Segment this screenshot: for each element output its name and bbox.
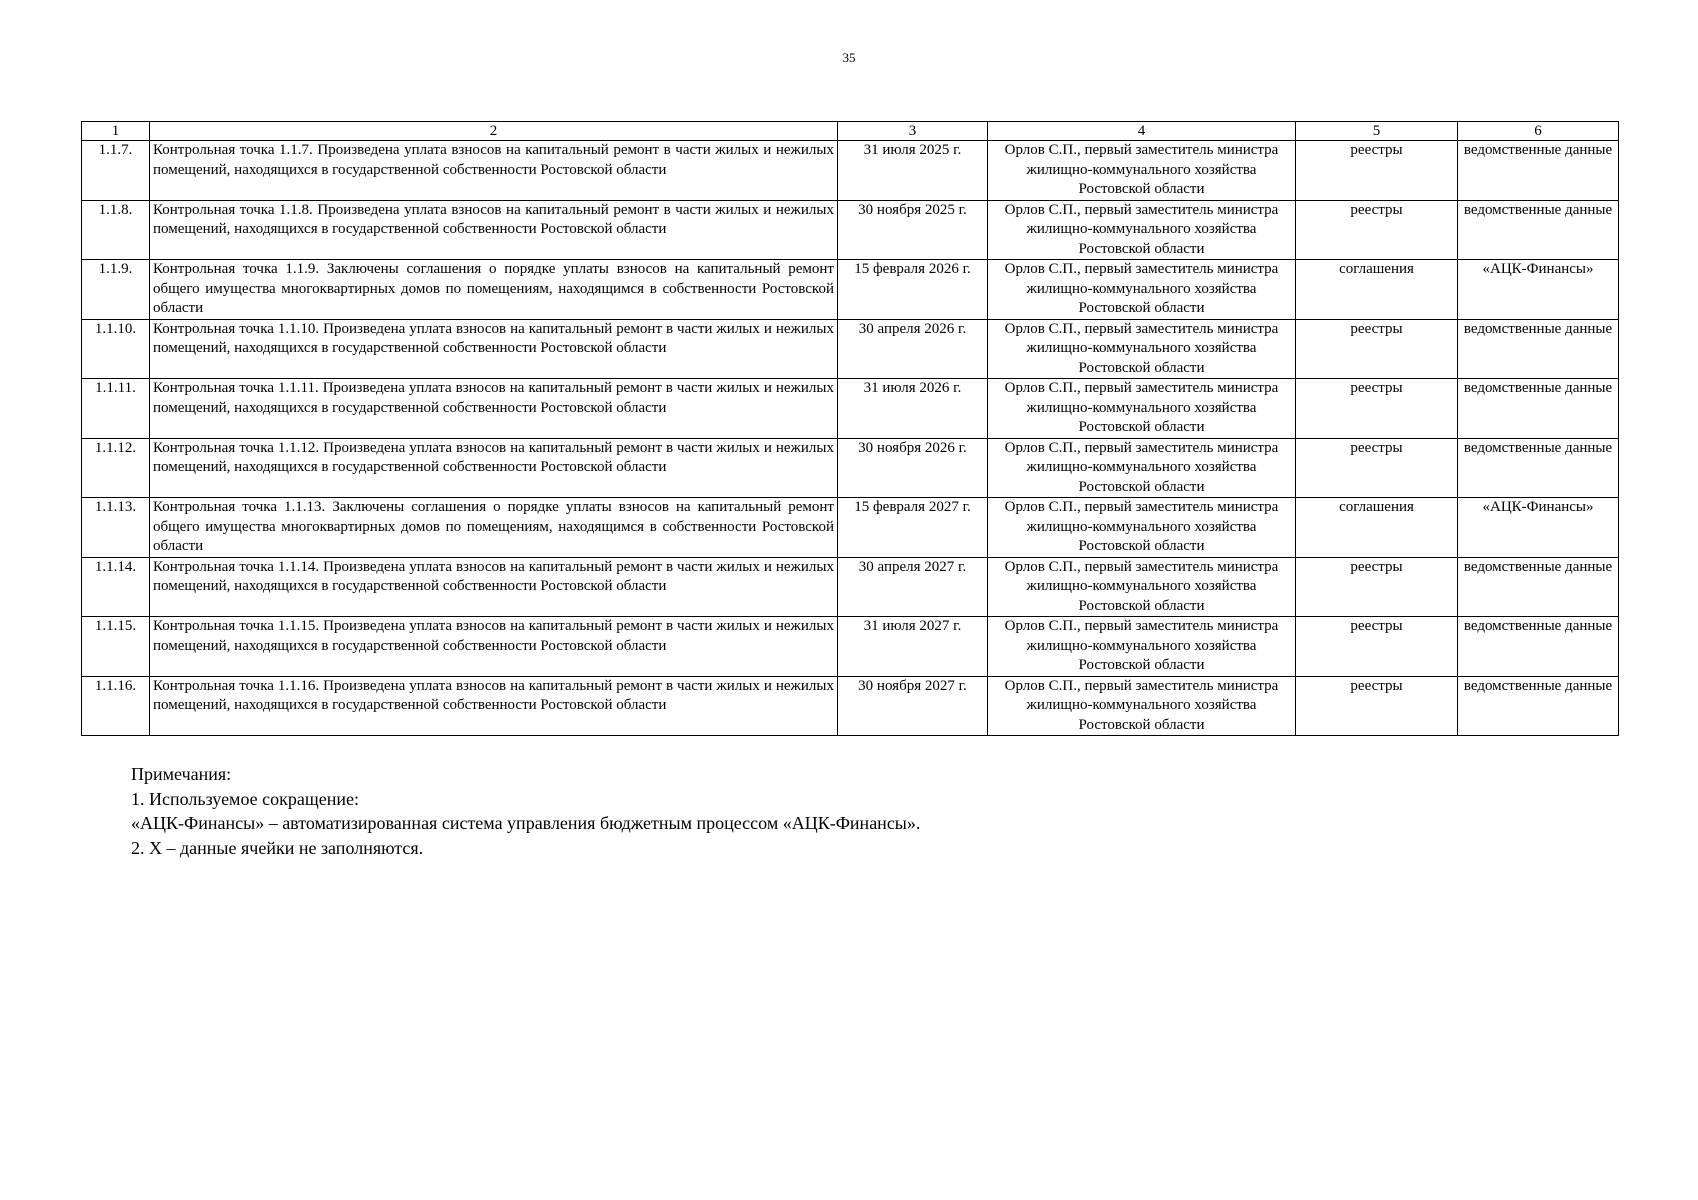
table-row — [82, 141, 1619, 201]
row-description: Контрольная точка 1.1.13. Заключены соглашения о порядке уплаты взносов на капитальный ремонт общего имущества многоквартирных домов по помещениям, находящимся в собственности Ростовской области — [150, 498, 838, 558]
table-row — [82, 260, 1619, 320]
row-number: 1.1.11. — [82, 379, 150, 439]
row-source: ведомственные данные — [1458, 200, 1619, 260]
row-responsible: Орлов С.П., первый заместитель министра жилищно-коммунального хозяйства Ростовской области — [988, 379, 1296, 439]
notes-title: Примечания: — [131, 764, 232, 784]
row-date: 30 ноября 2026 г. — [838, 438, 988, 498]
row-document: реестры — [1296, 557, 1458, 617]
row-date: 30 апреля 2026 г. — [838, 319, 988, 379]
row-source: ведомственные данные — [1458, 617, 1619, 677]
row-number: 1.1.16. — [82, 676, 150, 736]
row-description: Контрольная точка 1.1.11. Произведена уплата взносов на капитальный ремонт в части жилых и нежилых помещений, находящихся в государственной собственности Ростовской области — [150, 379, 838, 439]
row-number: 1.1.8. — [82, 200, 150, 260]
row-source: «АЦК-Финансы» — [1458, 260, 1619, 320]
header-cell-2: 2 — [150, 122, 838, 141]
row-document: соглашения — [1296, 260, 1458, 320]
table-row — [82, 498, 1619, 558]
row-responsible: Орлов С.П., первый заместитель министра жилищно-коммунального хозяйства Ростовской области — [988, 676, 1296, 736]
page-number: 35 — [842, 50, 856, 65]
notes-item-1: 1. Используемое сокращение: — [131, 788, 359, 809]
row-document: реестры — [1296, 141, 1458, 201]
control-points-table — [81, 121, 1619, 736]
row-date: 30 ноября 2025 г. — [838, 200, 988, 260]
notes-abbreviation: «АЦК-Финансы» – автоматизированная система управления бюджетным процессом «АЦК-Финансы». — [131, 813, 921, 833]
row-responsible: Орлов С.П., первый заместитель министра жилищно-коммунального хозяйства Ростовской области — [988, 438, 1296, 498]
row-description: Контрольная точка 1.1.8. Произведена уплата взносов на капитальный ремонт в части жилых и нежилых помещений, находящихся в государственной собственности Ростовской области — [150, 200, 838, 260]
row-description: Контрольная точка 1.1.16. Произведена уплата взносов на капитальный ремонт в части жилых и нежилых помещений, находящихся в государственной собственности Ростовской области — [150, 676, 838, 736]
row-responsible: Орлов С.П., первый заместитель министра жилищно-коммунального хозяйства Ростовской области — [988, 498, 1296, 558]
row-source: ведомственные данные — [1458, 141, 1619, 201]
row-source: ведомственные данные — [1458, 557, 1619, 617]
row-source: ведомственные данные — [1458, 379, 1619, 439]
row-description: Контрольная точка 1.1.7. Произведена уплата взносов на капитальный ремонт в части жилых и нежилых помещений, находящихся в государственной собственности Ростовской области — [150, 141, 838, 201]
row-number: 1.1.12. — [82, 438, 150, 498]
row-document: соглашения — [1296, 498, 1458, 558]
row-date: 15 февраля 2027 г. — [838, 498, 988, 558]
row-description: Контрольная точка 1.1.14. Произведена уплата взносов на капитальный ремонт в части жилых и нежилых помещений, находящихся в государственной собственности Ростовской области — [150, 557, 838, 617]
row-responsible: Орлов С.П., первый заместитель министра жилищно-коммунального хозяйства Ростовской области — [988, 617, 1296, 677]
row-responsible: Орлов С.П., первый заместитель министра жилищно-коммунального хозяйства Ростовской области — [988, 141, 1296, 201]
header-cell-4: 4 — [988, 122, 1296, 141]
row-number: 1.1.9. — [82, 260, 150, 320]
row-date: 30 апреля 2027 г. — [838, 557, 988, 617]
table-row — [82, 438, 1619, 498]
row-responsible: Орлов С.П., первый заместитель министра жилищно-коммунального хозяйства Ростовской области — [988, 319, 1296, 379]
row-responsible: Орлов С.П., первый заместитель министра жилищно-коммунального хозяйства Ростовской области — [988, 200, 1296, 260]
header-cell-5: 5 — [1296, 122, 1458, 141]
row-number: 1.1.10. — [82, 319, 150, 379]
table-row — [82, 617, 1619, 677]
table-row — [82, 200, 1619, 260]
row-date: 15 февраля 2026 г. — [838, 260, 988, 320]
row-source: ведомственные данные — [1458, 676, 1619, 736]
row-number: 1.1.13. — [82, 498, 150, 558]
row-date: 31 июля 2025 г. — [838, 141, 988, 201]
row-description: Контрольная точка 1.1.10. Произведена уплата взносов на капитальный ремонт в части жилых и нежилых помещений, находящихся в государственной собственности Ростовской области — [150, 319, 838, 379]
row-source: ведомственные данные — [1458, 319, 1619, 379]
table-row — [82, 379, 1619, 439]
row-document: реестры — [1296, 319, 1458, 379]
row-number: 1.1.7. — [82, 141, 150, 201]
table-row — [82, 557, 1619, 617]
notes-section — [131, 762, 920, 860]
row-responsible: Орлов С.П., первый заместитель министра жилищно-коммунального хозяйства Ростовской области — [988, 557, 1296, 617]
row-document: реестры — [1296, 200, 1458, 260]
header-cell-3: 3 — [838, 122, 988, 141]
row-document: реестры — [1296, 379, 1458, 439]
table-row — [82, 676, 1619, 736]
table-row — [82, 319, 1619, 379]
header-cell-6: 6 — [1458, 122, 1619, 141]
row-description: Контрольная точка 1.1.15. Произведена уплата взносов на капитальный ремонт в части жилых и нежилых помещений, находящихся в государственной собственности Ростовской области — [150, 617, 838, 677]
row-description: Контрольная точка 1.1.9. Заключены соглашения о порядке уплаты взносов на капитальный ремонт общего имущества многоквартирных домов по помещениям, находящимся в собственности Ростовской области — [150, 260, 838, 320]
row-date: 31 июля 2027 г. — [838, 617, 988, 677]
notes-item-2: 2. Х – данные ячейки не заполняются. — [131, 837, 424, 858]
row-description: Контрольная точка 1.1.12. Произведена уплата взносов на капитальный ремонт в части жилых и нежилых помещений, находящихся в государственной собственности Ростовской области — [150, 438, 838, 498]
row-source: «АЦК-Финансы» — [1458, 498, 1619, 558]
row-document: реестры — [1296, 438, 1458, 498]
row-document: реестры — [1296, 676, 1458, 736]
row-number: 1.1.15. — [82, 617, 150, 677]
header-cell-1: 1 — [82, 122, 150, 141]
row-date: 31 июля 2026 г. — [838, 379, 988, 439]
row-number: 1.1.14. — [82, 557, 150, 617]
row-date: 30 ноября 2027 г. — [838, 676, 988, 736]
row-responsible: Орлов С.П., первый заместитель министра жилищно-коммунального хозяйства Ростовской области — [988, 260, 1296, 320]
table-header-row — [82, 122, 1619, 141]
row-document: реестры — [1296, 617, 1458, 677]
row-source: ведомственные данные — [1458, 438, 1619, 498]
